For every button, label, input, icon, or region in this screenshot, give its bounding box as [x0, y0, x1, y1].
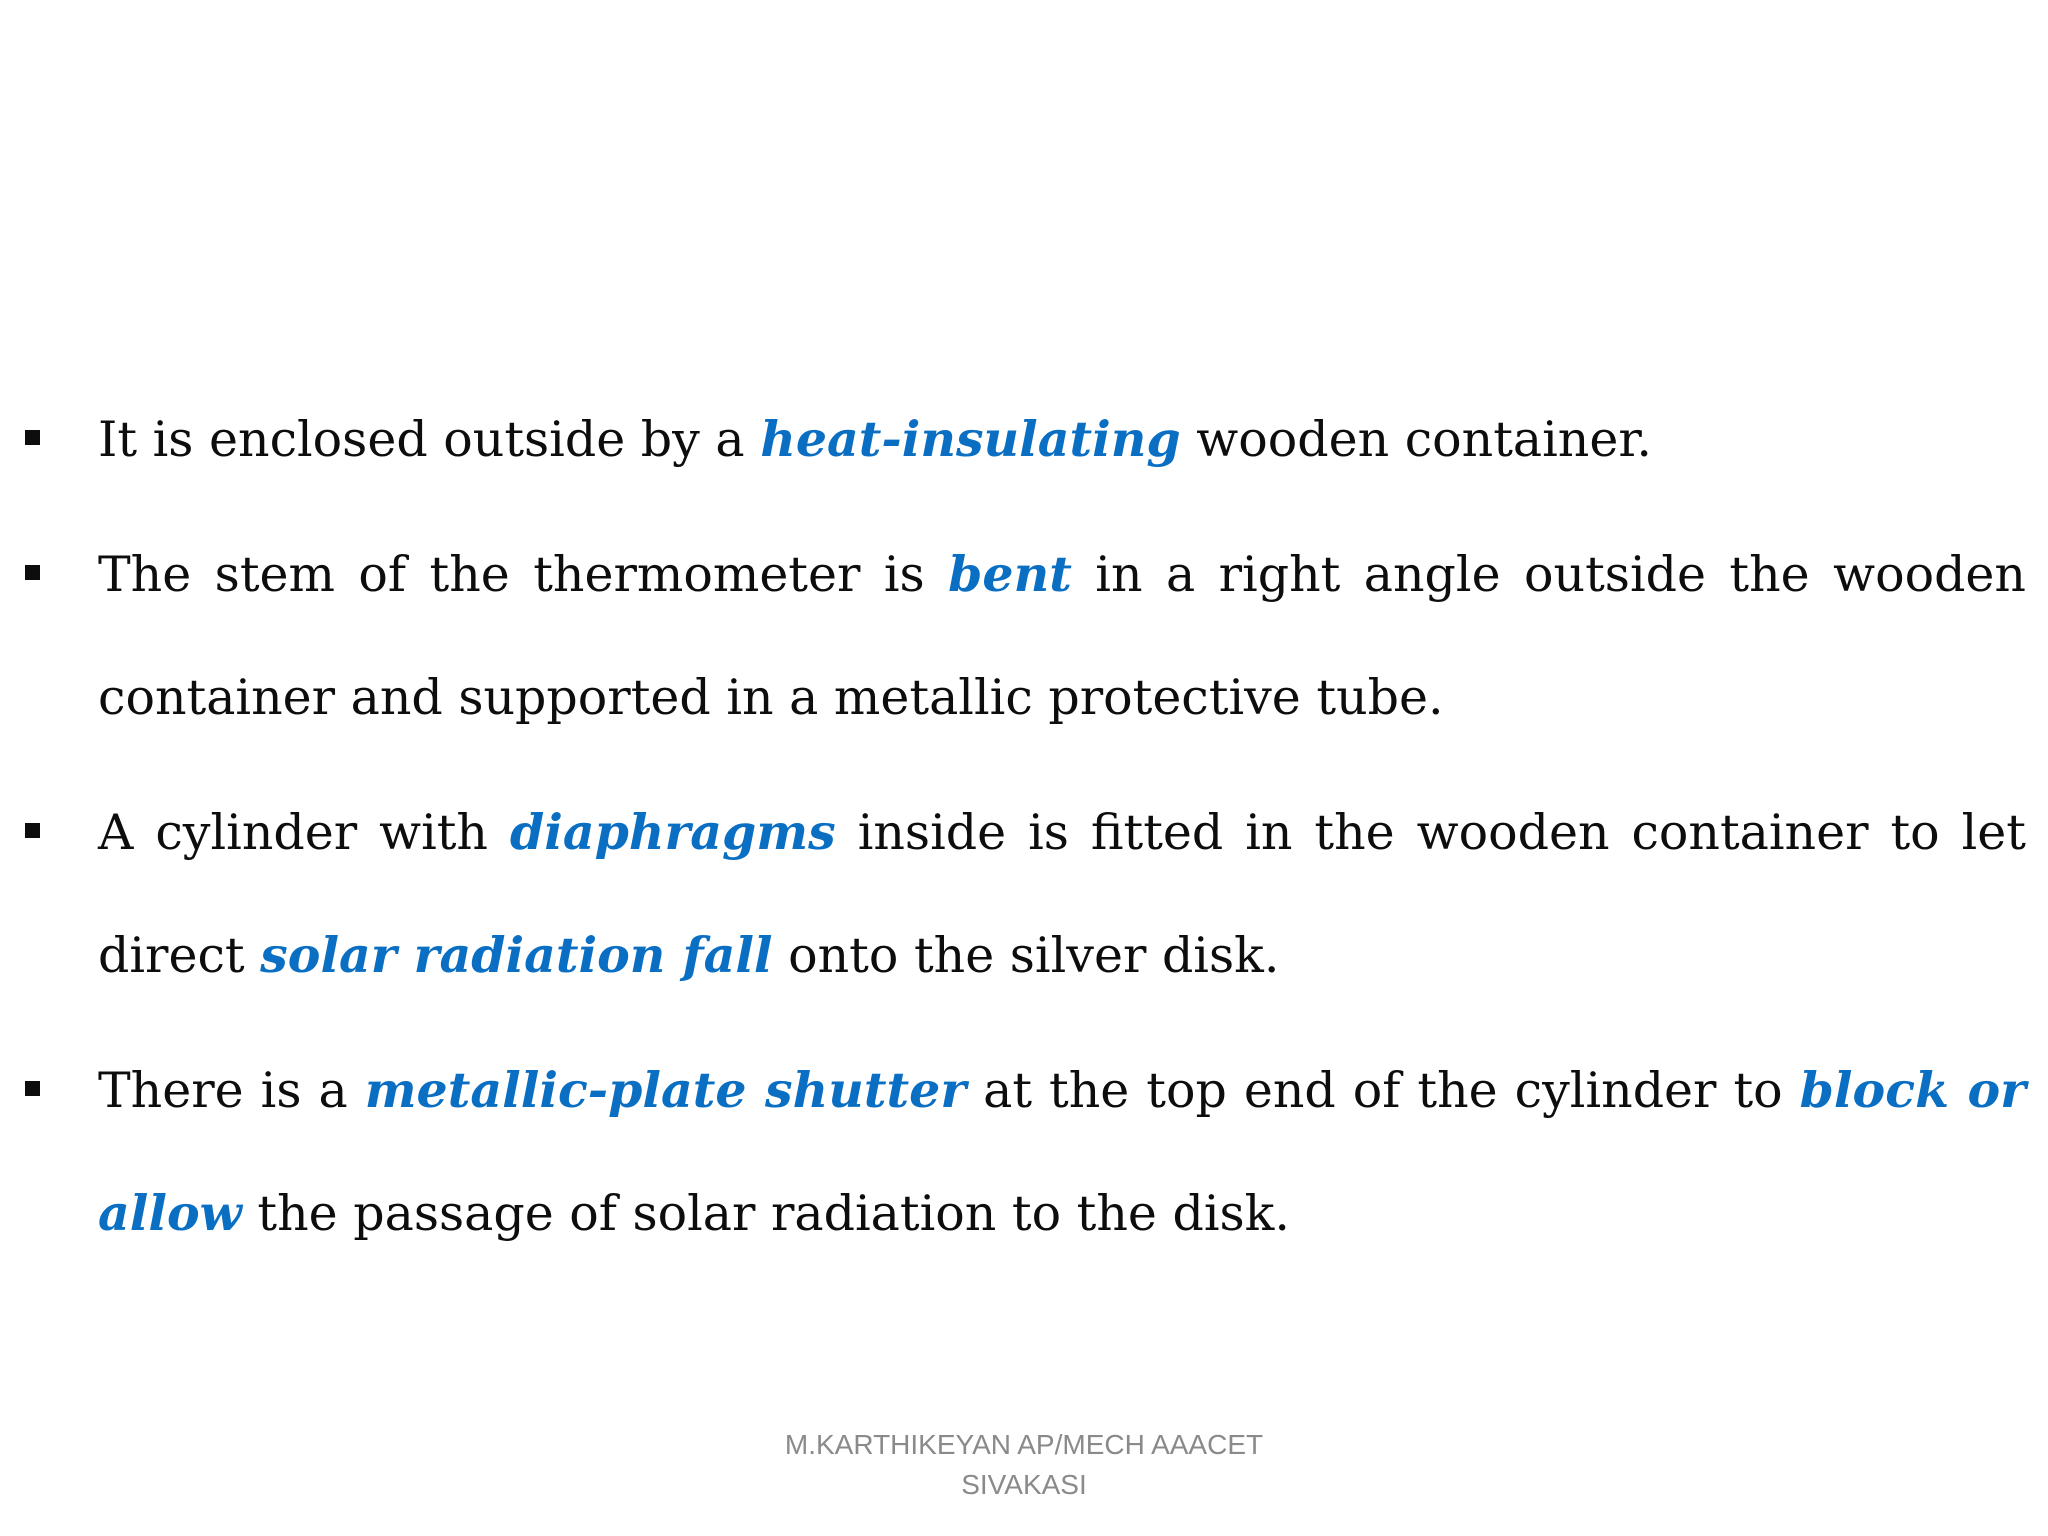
- bullet-3-highlight: diaphragms: [509, 803, 836, 861]
- bullet-3-highlight-2: solar radiation fall: [260, 926, 773, 984]
- bullet-4-text-end: the passage of solar radiation to the disk.: [241, 1185, 1290, 1242]
- bullet-item-4: [0, 1029, 2026, 1275]
- bullet-item-1: [0, 378, 2026, 501]
- footer-line-1: M.KARTHIKEYAN AP/MECH AAACET: [784, 1429, 1264, 1460]
- bullet-item-2: [0, 513, 2026, 759]
- bullet-3-text-middle: inside is fitted in the wooden container to let direct: [98, 804, 2026, 984]
- square-bullet-icon: [25, 823, 40, 838]
- bullet-1-text: It is enclosed outside by a: [98, 411, 761, 468]
- bullet-3-text-end: onto the silver disk.: [772, 927, 1280, 984]
- square-bullet-icon: [25, 430, 40, 445]
- bullet-1-text-end: wooden container.: [1180, 411, 1652, 468]
- bullet-2-text-end: in a right angle outside the wooden container and supported in a metallic protective tube.: [98, 546, 2026, 726]
- bullet-list: [0, 378, 2026, 1287]
- bullet-item-3: [0, 771, 2026, 1017]
- square-bullet-icon: [25, 1081, 40, 1096]
- square-bullet-icon: [25, 565, 40, 580]
- bullet-2-text: The stem of the thermometer is: [98, 546, 949, 603]
- bullet-4-highlight: metallic-plate shutter: [364, 1061, 967, 1119]
- bullet-2-highlight: bent: [948, 545, 1072, 603]
- bullet-3-text: A cylinder with: [98, 804, 510, 861]
- bullet-4-highlight-2: block or allow: [98, 1061, 2026, 1242]
- bullet-4-text: There is a: [98, 1062, 365, 1119]
- footer: [0, 1425, 2048, 1505]
- footer-line-2: SIVAKASI: [961, 1469, 1087, 1500]
- bullet-1-highlight: heat-insulating: [760, 410, 1181, 468]
- bullet-4-text-middle: at the top end of the cylinder to: [966, 1062, 1800, 1119]
